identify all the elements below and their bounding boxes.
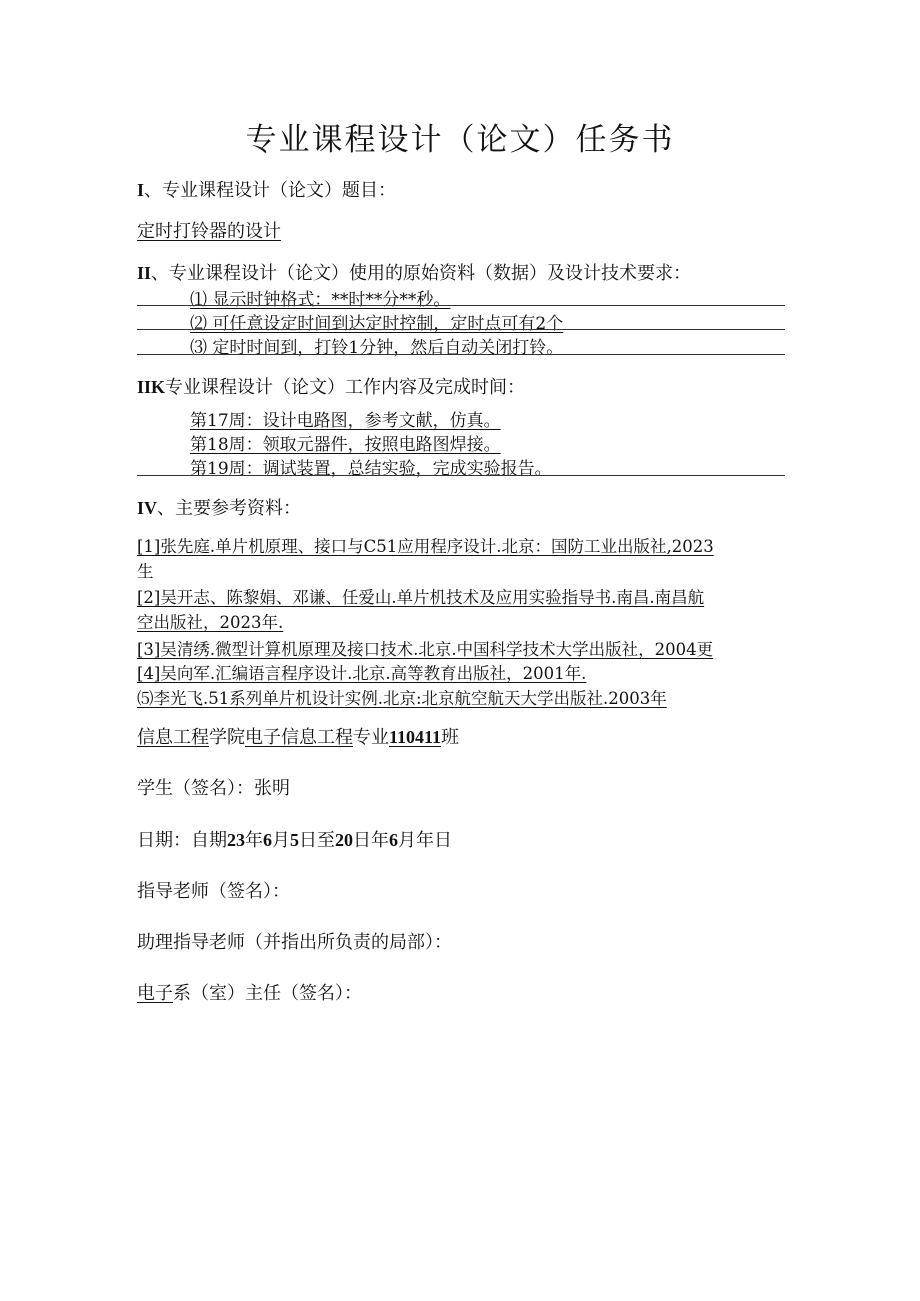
director-label: 系（室）主任（签名）：	[173, 983, 362, 1004]
section-2-heading-text: 、专业课程设计（论文）使用的原始资料（数据）及设计技术要求：	[151, 263, 692, 284]
class-label: 班	[441, 727, 460, 748]
student-signature: 学生（签名）：张明	[137, 778, 290, 799]
section-3-heading	[137, 373, 525, 399]
divider	[137, 475, 785, 476]
section-2-number: II	[137, 263, 152, 283]
class-line	[137, 723, 459, 749]
section-4-number: IV	[137, 498, 158, 518]
date-month-end: 6	[389, 830, 398, 850]
date-text-5: 月年日	[398, 830, 452, 851]
reference-4: [4]吴向军.汇编语言程序设计.北京.高等教育出版社，2001年.	[137, 664, 587, 683]
section-3-heading-text: 专业课程设计（论文）工作内容及完成时间：	[165, 377, 526, 398]
reference-3: [3]吴清绣.微型计算机原理及接口技术.北京.中国科学技术大学出版社，2004更	[137, 640, 714, 659]
schedule-week-19: 第19周：调试装置，总结实验，完成实验报告。	[190, 459, 552, 479]
advisor-signature: 指导老师（签名）：	[137, 881, 290, 902]
department-name: 电子	[137, 983, 173, 1004]
section-1-heading	[137, 176, 396, 202]
date-month-start: 6	[263, 830, 272, 850]
date-day-end: 20	[335, 830, 353, 850]
reference-1-continued: 生	[137, 562, 154, 581]
class-number: 110411	[389, 727, 442, 747]
date-day-start: 5	[290, 830, 299, 850]
date-text-3: 日至	[299, 830, 335, 851]
date-prefix: 日期：自期	[137, 830, 227, 851]
section-1-number: I	[137, 180, 145, 200]
reference-5: ⑸李光飞.51系列单片机设计实例.北京:北京航空航天大学出版社.2003年	[137, 689, 667, 708]
reference-1: [1]张先庭.单片机原理、接口与C51应用程序设计.北京：国防工业出版社,2023	[137, 537, 714, 556]
school-name: 信息工程	[137, 727, 209, 748]
schedule-week-17: 第17周：设计电路图，参考文献，仿真。	[190, 411, 501, 431]
department-director-signature	[137, 979, 362, 1005]
major-name: 电子信息工程	[245, 727, 353, 748]
reference-2: [2]吴开志、陈黎娟、邓谦、任爱山.单片机技术及应用实验指导书.南昌.南昌航	[137, 588, 705, 607]
divider	[137, 329, 785, 330]
section-2-heading	[137, 259, 691, 285]
divider	[137, 305, 785, 306]
requirement-item-2: ⑵ 可任意设定时间到达定时控制，定时点可有2个	[190, 314, 564, 334]
section-3-number: IIK	[137, 377, 166, 397]
assistant-advisor-signature: 助理指导老师（并指出所负责的局部）：	[137, 932, 452, 953]
school-label: 学院	[209, 727, 245, 748]
schedule-week-18: 第18周：领取元器件，按照电路图焊接。	[190, 435, 501, 455]
date-year-start: 23	[227, 830, 245, 850]
document-title: 专业课程设计（论文）任务书	[245, 122, 675, 158]
date-text-2: 月	[272, 830, 290, 851]
section-1-heading-text: 、专业课程设计（论文）题目：	[144, 180, 397, 201]
requirement-item-3: ⑶ 定时时间到，打铃1分钟，然后自动关闭打铃。	[190, 338, 564, 358]
date-text-1: 年	[245, 830, 263, 851]
major-label: 专业	[353, 727, 389, 748]
date-text-4: 日年	[353, 830, 389, 851]
requirement-item-1: ⑴ 显示时钟格式：**时**分**秒。	[190, 290, 451, 310]
date-line	[137, 826, 452, 852]
design-topic: 定时打铃器的设计	[137, 221, 281, 242]
reference-2-continued: 空出版社，2023年.	[137, 613, 284, 632]
section-4-heading	[137, 494, 301, 520]
section-4-heading-text: 、主要参考资料：	[157, 498, 302, 519]
divider	[137, 354, 785, 355]
